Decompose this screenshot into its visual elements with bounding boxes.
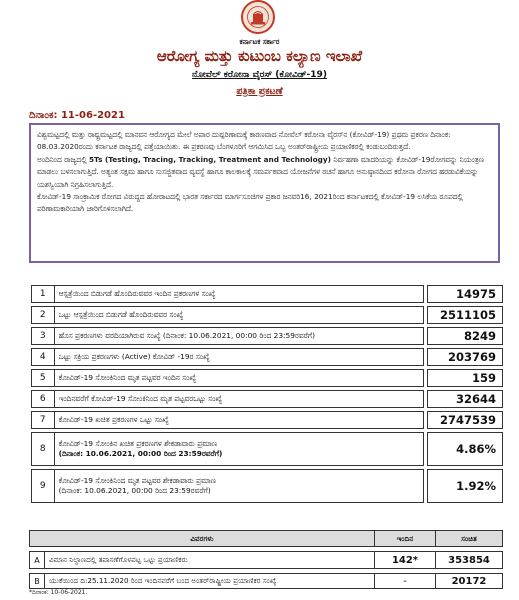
row-number: 7 (32, 412, 55, 429)
row-today: 142* (375, 552, 436, 569)
row-value: 2747539 (428, 412, 503, 429)
row-number: 3 (32, 328, 55, 345)
table-header-row (30, 531, 503, 547)
intro-paragraph-1: ವಿಶ್ವಮಟ್ಟದಲ್ಲಿ ಮತ್ತು ರಾಷ್ಟ್ರಮಟ್ಟದಲ್ಲಿ ಮಾನವನ ಆರೋಗ್ಯದ ಮೇಲೆ ಅಪಾರ ದುಷ್ಪರಿಣಾಮಕ್ಕೆ ಕಾರಣವಾದ ನೋವೆಲ್ ಕರೋನಾ ವೈರಸ್‌ನ (ಕೋವಿಡ್-19) ಪ್ರಥಮ ಪ್ರಕರಣ ದಿನಾಂಕ: 08.03.2020ರಂದು ಕರ್ನಾಟಕ ರಾಜ್ಯದಲ್ಲಿ ಪತ್ತೆಯಾಯಿತು. ಈ ಪ್ರಕರಣವು ಬೆಂಗಳೂರಿಗೆ ಆಗಮಿಸಿದ ಒಬ್ಬ ಅಂತರ್‌ರಾಷ್ಟ್ರೀಯ ಪ್ರಯಾಣಿಕರಲ್ಲಿ ಕಂಡುಬಂದಿರುತ್ತದೆ. (37, 130, 451, 152)
row-value: 203769 (428, 349, 503, 366)
row-label: ಇಂದಿನವರೆಗೆ ಕೋವಿಡ್-19 ಸೋಂಕಿನಿಂದ ಮೃತ ಪಟ್ಟವರಒಟ್ಟು ಸಂಖ್ಯೆ (54, 391, 423, 408)
row-value: 14975 (428, 286, 503, 303)
row-date-range: (ದಿನಾಂಕ: 10.06.2021, 00:00 ರಿಂದ 23:59ರವರೆಗೆ) (58, 486, 211, 495)
row-label: ಒಟ್ಟು ಆಸ್ಪತ್ರೆಯಿಂದ ಬಿಡುಗಡೆ ಹೊಂದಿರುವವರ ಸಂಖ್ಯೆ (54, 307, 423, 324)
table-row (32, 370, 503, 387)
row-number: 8 (32, 433, 55, 466)
row-label: ಹೊಸ ಪ್ರಕರಣಗಳು ವರದಿಯಾಗಿರುವ ಸಂಖ್ಯೆ (ದಿನಾಂಕ: 10.06.2021, 00:00 ರಿಂದ 23:59ರವರೆಗೆ) (54, 328, 423, 345)
row-value: 32644 (428, 391, 503, 408)
row-label: ಕೋವಿಡ್-19 ಸೋಂಕಿನಿಂದ ಮೃತ ಪಟ್ಟವರ ಇಂದಿನ ಸಂಖ್ಯೆ (54, 370, 423, 387)
header-today: ಇಂದಿನ (375, 531, 436, 547)
row-letter: B (30, 574, 45, 589)
table-row (32, 349, 503, 366)
row-cumulative: 20172 (436, 574, 503, 589)
row-today: - (375, 574, 436, 589)
subtitle: ನೋವೆಲ್ ಕರೋನಾ ವೈರಸ್ (ಕೋವಿಡ್-19) (192, 70, 327, 80)
row-value: 4.86% (428, 433, 503, 466)
table-row (32, 412, 503, 429)
intro-paragraph-3: ಕೋವಿಡ್-19 ಸಾಂಕ್ರಾಮಿಕ ರೋಗದ ವಿರುದ್ಧದ ಹೋರಾಟದಲ್ಲಿ ಭಾರತ ಸರ್ಕಾರದ ಮಾರ್ಗಸೂಚಿಗಳ ಪ್ರಕಾರ ಜನವರಿ16, 2021ರಿಂದ ಕರ್ನಾಟಕದಲ್ಲಿ ಕೋವಿಡ್-19 ಲಸಿಕೆಯ ರೂಪದಲ್ಲಿ ಪರಿಣಾಮಕಾರಿಯಾಗಿ ಜಾರಿಗೊಳಿಸಲಾಗಿದೆ. (37, 192, 463, 214)
row-value: 1.92% (428, 470, 503, 503)
row-date-range: (ದಿನಾಂಕ: 10.06.2021, 00:00 ರಿಂದ 23:59ರವರೆಗೆ) (58, 449, 223, 458)
state-government-label: ಕರ್ನಾಟಕ ಸರ್ಕಾರ (239, 38, 280, 46)
department-title: ಆರೋಗ್ಯ ಮತ್ತು ಕುಟುಂಬ ಕಲ್ಯಾಣ ಇಲಾಖೆ (156, 47, 363, 65)
row-label: ಕೋವಿಡ್-19 ಸೋಂಕಿನಿಂದ ಮೃತ ಪಟ್ಟವರ ಶೇಕಡಾವಾರು ಪ್ರಮಾಣ (ದಿನಾಂಕ: 10.06.2021, 00:00 ರಿಂದ 23:59ರವರೆಗೆ) (54, 470, 423, 503)
header-cumulative: ಸಂಚಿತ (436, 531, 503, 547)
table-row (32, 470, 503, 503)
row-number: 1 (32, 286, 55, 303)
row-value: 8249 (428, 328, 503, 345)
table-row (30, 574, 503, 589)
table-row (30, 552, 503, 569)
table-row (32, 328, 503, 345)
table-row (32, 391, 503, 408)
row-number: 5 (32, 370, 55, 387)
row-label: ವಿಮಾನ ನಿಲ್ದಾಣದಲ್ಲಿ ತಪಾಸಣೆಗೊಳಪಟ್ಟ ಒಟ್ಟು ಪ್ರಯಾಣಿಕರು (45, 552, 375, 569)
row-label: ಕೋವಿಡ್-19 ಸೋಂಕಿನ ಖಚಿತ ಪ್ರಕರಣಗಳ ಶೇಕಡಾವಾರು ಪ್ರಮಾಣ (ದಿನಾಂಕ: 10.06.2021, 00:00 ರಿಂದ 23:59ರವರೆಗೆ) (54, 433, 423, 466)
intro-box (29, 123, 500, 263)
header-details: ವಿವರಗಳು (30, 531, 375, 547)
row-label: ಆಸ್ಪತ್ರೆಯಿಂದ ಬಿಡುಗಡೆ ಹೊಂದಿರುವವರ ಇಂದಿನ ಪ್ರಕರಣಗಳ ಸಂಖ್ಯೆ (54, 286, 423, 303)
row-label: ಕೋವಿಡ್-19 ಖಚಿತ ಪ್ರಕರಣಗಳ ಒಟ್ಟು ಸಂಖ್ಯೆ (54, 412, 423, 429)
table-row (32, 307, 503, 324)
travellers-table (29, 530, 503, 589)
footnote: *ದಿನಾಂಕ: 10-06-2021. (29, 589, 88, 596)
row-value: 2511105 (428, 307, 503, 324)
covid-stats-table (31, 285, 503, 503)
row-number: 2 (32, 307, 55, 324)
table-row (32, 433, 503, 466)
row-label: ಒಟ್ಟು ಸಕ್ರಿಯ ಪ್ರಕರಣಗಳು (Active) ಕೋವಿಡ್ -19ರ ಸಂಖ್ಯೆ (54, 349, 423, 366)
karnataka-emblem (238, 0, 278, 36)
row-number: 4 (32, 349, 55, 366)
row-number: 6 (32, 391, 55, 408)
intro-paragraph-2: ಅಂದಿನಿಂದ ರಾಜ್ಯದಲ್ಲಿ 5Ts (Testing, Tracing, Tracking, Treatment and Technology) ನಿರ್ವಹಣಾ ಮಾದರಿಯನ್ನು ಕೋವಿಡ್-19ರೋಗವನ್ನು ನಿಯಂತ್ರಣ ಮಾಡಲು ಬಳಸಲಾಗುತ್ತಿದೆ. ಅತ್ಯಂತ ಸಕ್ಷಮ ಹಾಗೂ ಸುಸಜ್ಜಿತವಾದ ವ್ಯವಸ್ಥೆ ಹಾಗೂ ಕಾಲಕಾಲಕ್ಕೆ ಸಮರ್ಪಕವಾದ ಯೋಜನೆಗಳ ರಚನೆ ಹಾಗೂ ಅನುಷ್ಠಾನದಿಂದ ಕರೋನಾ ರೋಗದ ಹರಡುವಿಕೆಯನ್ನು ಯಶಸ್ವಿಯಾಗಿ ನಿಗ್ರಹಿಸಲಾಗುತ್ತಿದೆ. (37, 154, 485, 189)
row-label: ಯುಕೆಯಿಂದ ದಿ:25.11.2020 ರಿಂದ ಇಂದಿನವರೆಗೆ ಬಂದ ಅಂತರ್‌ರಾಷ್ಟ್ರೀಯ ಪ್ರಯಾಣಿಕರ ಸಂಖ್ಯೆ (45, 574, 375, 589)
row-cumulative: 353854 (436, 552, 503, 569)
table-row (32, 286, 503, 303)
row-value: 159 (428, 370, 503, 387)
row-letter: A (30, 552, 45, 569)
release-date: ದಿನಾಂಕ: 11-06-2021 (29, 110, 125, 121)
press-release-heading: ಪತ್ರಿಕಾ ಪ್ರಕಟಣೆ (236, 86, 283, 97)
five-ts-highlight: 5Ts (Testing, Tracing, Tracking, Treatment and Technology) (88, 154, 331, 164)
row-number: 9 (32, 470, 55, 503)
